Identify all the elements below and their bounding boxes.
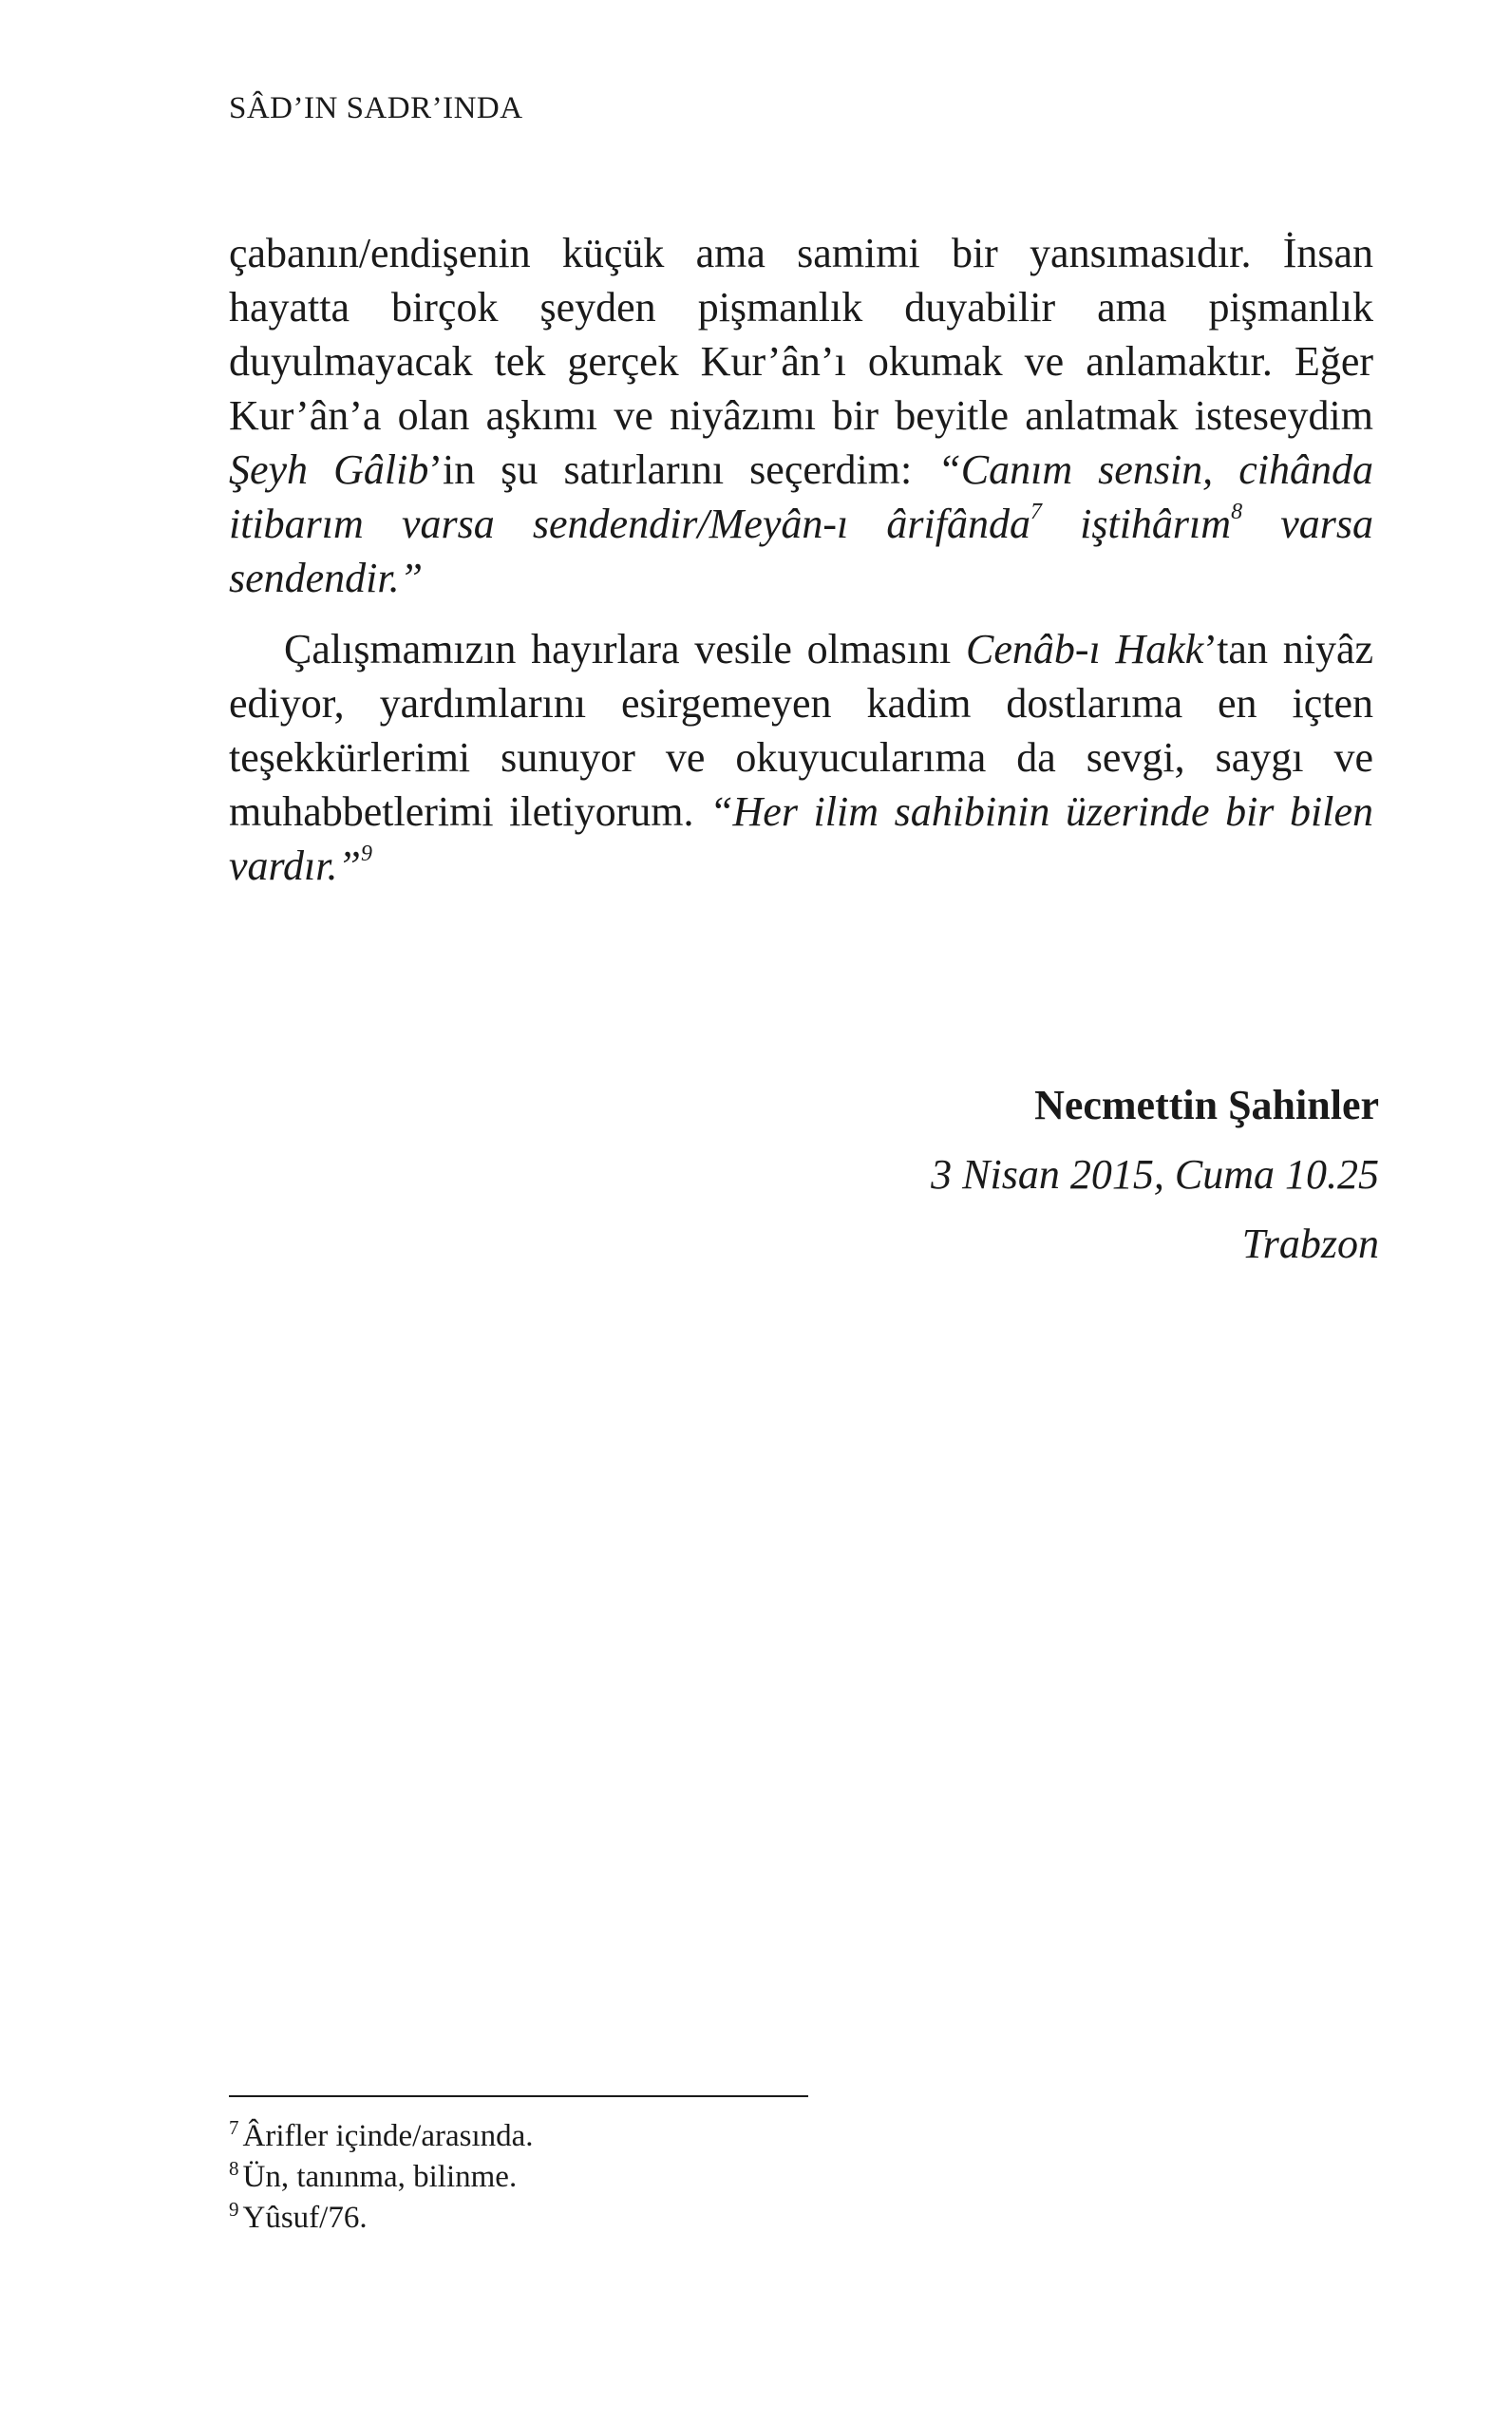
couplet-quote-1: “Canım sensin, cihânda itibarım varsa sendendir/Meyân-ı ârifânda — [229, 446, 1373, 547]
signature-date: 3 Nisan 2015, Cuma 10.25 — [931, 1151, 1379, 1198]
p1-text-2: ’in şu satırlarını seçerdim: — [428, 446, 938, 493]
paragraph-1 — [229, 226, 1373, 605]
body-text — [229, 226, 1373, 893]
footnote-text: Ârifler içinde/arasında. — [242, 2119, 534, 2153]
footnote-text: Ün, tanınma, bilinme. — [242, 2160, 518, 2194]
p2-text-1: Çalışmamızın hayırlara vesile olmasını — [284, 626, 966, 672]
couplet-quote-3: varsa sendendir.” — [229, 501, 1373, 601]
footnote-7 — [229, 2116, 1179, 2157]
author-name: Necmettin Şahinler — [1034, 1082, 1379, 1128]
footnotes — [229, 2116, 1179, 2239]
poet-name: Şeyh Gâlib — [229, 446, 429, 493]
footnote-8 — [229, 2157, 1179, 2198]
footnote-ref-7: 7 — [1030, 500, 1042, 524]
couplet-quote-2: iştihârım — [1041, 501, 1232, 547]
p1-text-1: çabanın/endişenin küçük ama samimi bir yansımasıdır. İnsan hayatta birçok şeyden pişmanlık duyabilir ama pişmanlık duyulmayacak tek gerçek Kur’ân’ı okumak ve anlamaktır. Eğer Kur’ân’a olan aşkımı ve niyâzımı bir beyitle anlatmak isteseydim — [229, 230, 1373, 439]
footnote-ref-9: 9 — [360, 842, 372, 866]
signature-block — [931, 1078, 1379, 1286]
divine-name: Cenâb-ı Hakk — [965, 626, 1204, 672]
verse-quote: “Her ilim sahibinin üzerinde bir bilen vardır.” — [229, 788, 1373, 889]
footnote-number: 7 — [229, 2116, 239, 2139]
signature-place: Trabzon — [1241, 1220, 1379, 1267]
footnote-9 — [229, 2198, 1179, 2239]
running-header: SÂD’IN SADR’INDA — [229, 91, 523, 125]
paragraph-2 — [229, 622, 1373, 893]
footnote-number: 9 — [229, 2198, 239, 2221]
footnote-text: Yûsuf/76. — [242, 2201, 368, 2235]
footnote-ref-8: 8 — [1231, 500, 1243, 524]
p2-text-2: ’tan niyâz ediyor, yardımlarını esirgemeyen kadim dostlarıma en içten teşekkürlerimi sunuyor ve okuyucularıma da sevgi, saygı ve muhabbetlerimi iletiyorum. — [229, 626, 1373, 835]
footnote-number: 8 — [229, 2157, 239, 2180]
footnote-divider — [229, 2095, 808, 2097]
